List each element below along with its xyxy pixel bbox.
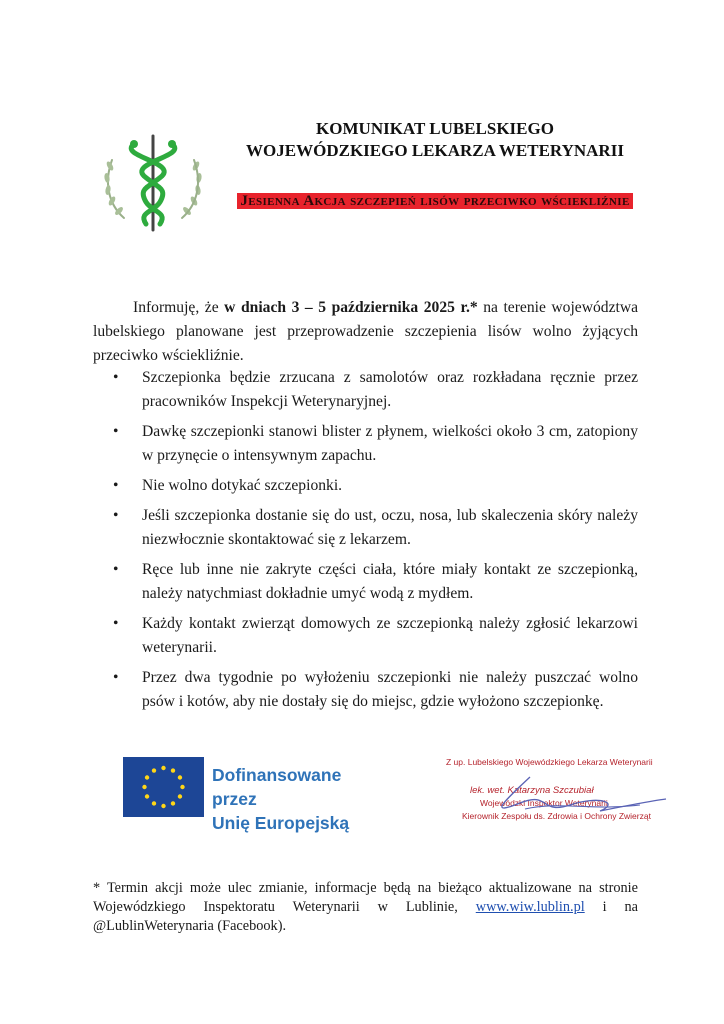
- eu-star-icon: [178, 794, 182, 798]
- list-item-text: Przez dwa tygodnie po wyłożeniu szczepionki nie należy puszczać wolno psów i kotów, aby nie dostały się do miejsc, gdzie wyłożono szczepionkę.: [142, 669, 638, 710]
- bullet-icon: •: [113, 423, 119, 440]
- list-item: [93, 504, 638, 552]
- list-item-text: Każdy kontakt zwierząt domowych ze szczepionką należy zgłosić lekarzowi weterynarii.: [142, 615, 638, 656]
- list-item-text: Szczepionka będzie zrzucana z samolotów oraz rozkładana ręcznie przez pracowników Inspekcji Weterynaryjnej.: [142, 369, 638, 410]
- list-item: [93, 666, 638, 714]
- intro-paragraph: [93, 296, 638, 368]
- eu-line-1: Dofinansowane przez: [212, 765, 342, 809]
- eu-star-icon: [145, 794, 149, 798]
- signature-stamp: [440, 755, 670, 827]
- eu-star-icon: [171, 801, 175, 805]
- intro-text-after: na terenie województwa lubelskiego planowane jest przeprowadzenie szczepienia lisów wolno żyjących przeciwko wściekliźnie.: [93, 299, 639, 364]
- eu-star-icon: [171, 768, 175, 772]
- stamp-line-4: Kierownik Zespołu ds. Zdrowia i Ochrony Zwierząt: [462, 811, 651, 821]
- intro-text-before: Informuję, że: [133, 299, 225, 316]
- page-title: [230, 118, 640, 162]
- eu-star-icon: [161, 804, 165, 808]
- list-item: [93, 366, 638, 414]
- bullet-icon: •: [113, 507, 119, 524]
- title-line-2: WOJEWÓDZKIEGO LEKARZA WETERYNARII: [246, 141, 624, 160]
- eu-star-icon: [152, 768, 156, 772]
- footnote-text-after: i na @LublinWeterynaria (Facebook).: [93, 899, 638, 934]
- eu-star-icon: [145, 775, 149, 779]
- footnote-text-before: * Termin akcji może ulec zmianie, informacje będą na bieżąco aktualizowane na stronie Wojewódzkiego Inspektoratu Weterynarii w Lublinie,: [93, 880, 638, 915]
- bullet-icon: •: [113, 669, 119, 686]
- list-item: [93, 612, 638, 660]
- list-item-text: Dawkę szczepionki stanowi blister z płynem, wielkości około 3 cm, zatopiony w przynęcie o intensywnym zapachu.: [142, 423, 638, 464]
- footnote: [93, 879, 638, 936]
- wiw-website-link[interactable]: www.wiw.lublin.pl: [475, 899, 585, 915]
- eu-star-icon: [178, 775, 182, 779]
- caduceus-wreath-icon: [98, 126, 210, 238]
- list-item: [93, 558, 638, 606]
- campaign-banner: [226, 190, 644, 212]
- stamp-line-1: Z up. Lubelskiego Wojewódzkiego Lekarza Weterynarii: [446, 757, 653, 767]
- banner-text: Jesienna Akcja szczepień lisów przeciwko wściekliźnie: [237, 193, 632, 209]
- list-item: [93, 474, 638, 498]
- eu-flag-icon: [123, 757, 204, 817]
- eu-star-icon: [142, 785, 146, 789]
- list-item-text: Nie wolno dotykać szczepionki.: [142, 477, 343, 494]
- bullet-icon: •: [113, 369, 119, 386]
- list-item-text: Jeśli szczepionka dostanie się do ust, oczu, nosa, lub skaleczenia skóry należy niezwłocznie skontaktować się z lekarzem.: [142, 507, 638, 548]
- intro-date: w dniach 3 – 5 października 2025 r.*: [224, 299, 478, 316]
- stamp-line-3: Wojewódzki Inspektor Weterynarii: [480, 798, 608, 808]
- eu-star-icon: [180, 785, 184, 789]
- eu-star-icon: [161, 766, 165, 770]
- eu-star-icon: [152, 801, 156, 805]
- list-item: [93, 420, 638, 468]
- list-item-text: Ręce lub inne nie zakryte części ciała, które miały kontakt ze szczepionką, należy natychmiast dokładnie umyć wodą z mydłem.: [142, 561, 638, 602]
- stamp-line-2: lek. wet. Katarzyna Szczubiał: [470, 785, 594, 796]
- bullet-icon: •: [113, 477, 119, 494]
- bullet-icon: •: [113, 561, 119, 578]
- signature-icon: [470, 765, 670, 820]
- bullet-icon: •: [113, 615, 119, 632]
- title-line-1: KOMUNIKAT LUBELSKIEGO: [316, 119, 554, 138]
- instruction-list: [93, 366, 638, 720]
- eu-funding-logo: [123, 757, 373, 833]
- eu-line-2: Unię Europejską: [212, 813, 350, 833]
